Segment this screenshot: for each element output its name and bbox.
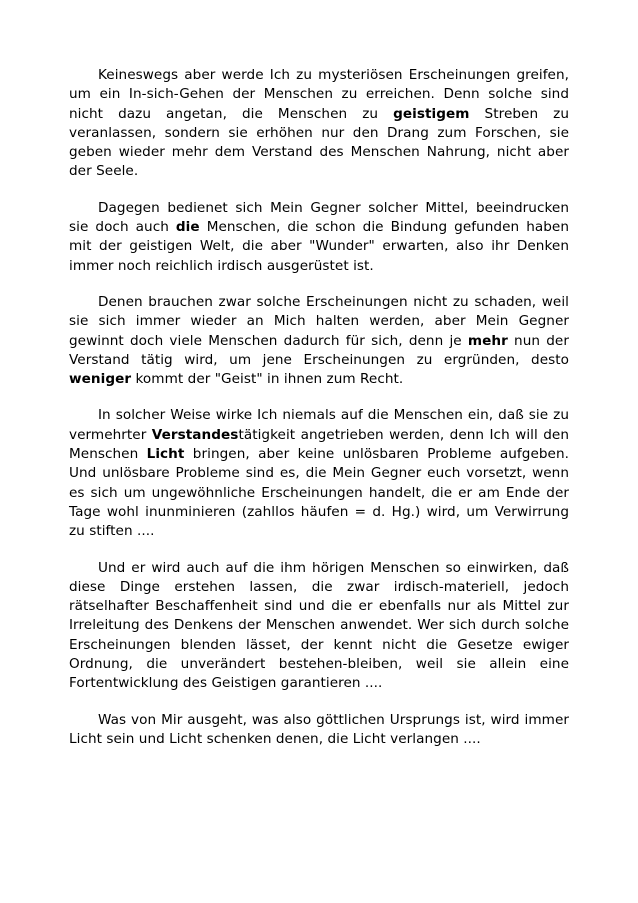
paragraph-4-text-3: bringen, aber keine unlösbaren Probleme aufgeben. Und unlösbare Probleme sind es, die Mein Gegner euch vorsetzt, wenn es sich um ungewöhnliche Erscheinungen handelt, die er am Ende der Tage wohl inunminieren (zahllos häufen = d. Hg.) wird, um Verwirrung zu stiften .... (69, 446, 569, 540)
paragraph-3-text-1: Denen brauchen zwar solche Erscheinungen nicht zu schaden, weil sie sich immer wieder an Mich halten werden, aber Mein Gegner gewinnt doch viele Menschen dadurch für sich, denn je (69, 293, 569, 349)
paragraph-5 (69, 559, 569, 694)
paragraph-4-text-1: In solcher Weise wirke Ich niemals auf die Menschen ein, daß sie zu vermehrter (69, 407, 569, 443)
paragraph-6-text-1: Was von Mir ausgeht, was also göttlichen Ursprungs ist, wird immer Licht sein und Licht schenken denen, die Licht verlangen .... (69, 711, 569, 747)
emphasis-die: die (175, 219, 200, 236)
emphasis-mehr: mehr (467, 332, 508, 349)
emphasis-weniger: weniger (69, 371, 132, 388)
emphasis-licht: Licht (146, 446, 185, 463)
paragraph-6 (69, 711, 569, 750)
paragraph-2 (69, 199, 569, 276)
paragraph-4-text-2: tätigkeit angetrieben werden, denn Ich will den Menschen (69, 426, 569, 463)
paragraph-1-text-1: Keineswegs aber werde Ich zu mysteriösen Erscheinungen greifen, um ein In-sich-Gehen der Menschen zu erreichen. Denn solche sind nicht dazu angetan, die Menschen zu (69, 67, 569, 122)
emphasis-geistigem: geistigem (393, 105, 470, 122)
paragraph-3-text-3: kommt der "Geist" in ihnen zum Recht. (131, 371, 404, 388)
paragraph-2-text-2: Menschen, die schon die Bindung gefunden haben mit der geistigen Welt, die aber "Wunder" erwarten, also ihr Denken immer noch reichlich irdisch ausgerüstet ist. (69, 219, 569, 274)
paragraph-3-text-2: nun der Verstand tätig wird, um jene Erscheinungen zu ergründen, desto (69, 332, 569, 368)
paragraph-1-text-2: Streben zu veranlassen, sondern sie erhöhen nur den Drang zum Forschen, sie geben wieder mehr dem Verstand des Menschen Nahrung, nicht aber der Seele. (69, 105, 569, 180)
paragraph-2-text-1: Dagegen bedienet sich Mein Gegner solcher Mittel, beeindrucken sie doch auch (69, 199, 569, 236)
paragraph-4 (69, 406, 569, 541)
paragraph-5-text-1: Und er wird auch auf die ihm hörigen Menschen so einwirken, daß diese Dinge erstehen lassen, die zwar irdisch-materiell, jedoch rätselhafter Beschaffenheit sind und die er ebenfalls nur als Mittel zur Irreleitung des Denkens der Menschen anwendet. Wer sich durch solche Erscheinungen blenden lässet, der kennt nicht die Gesetze ewiger Ordnung, die unverändert bestehen-bleiben, weil sie allein eine Fortentwicklung des Geistigen garantieren .... (69, 559, 569, 692)
paragraph-1 (69, 66, 569, 182)
paragraph-3 (69, 293, 569, 389)
emphasis-verstandes: Verstandes (151, 426, 239, 443)
